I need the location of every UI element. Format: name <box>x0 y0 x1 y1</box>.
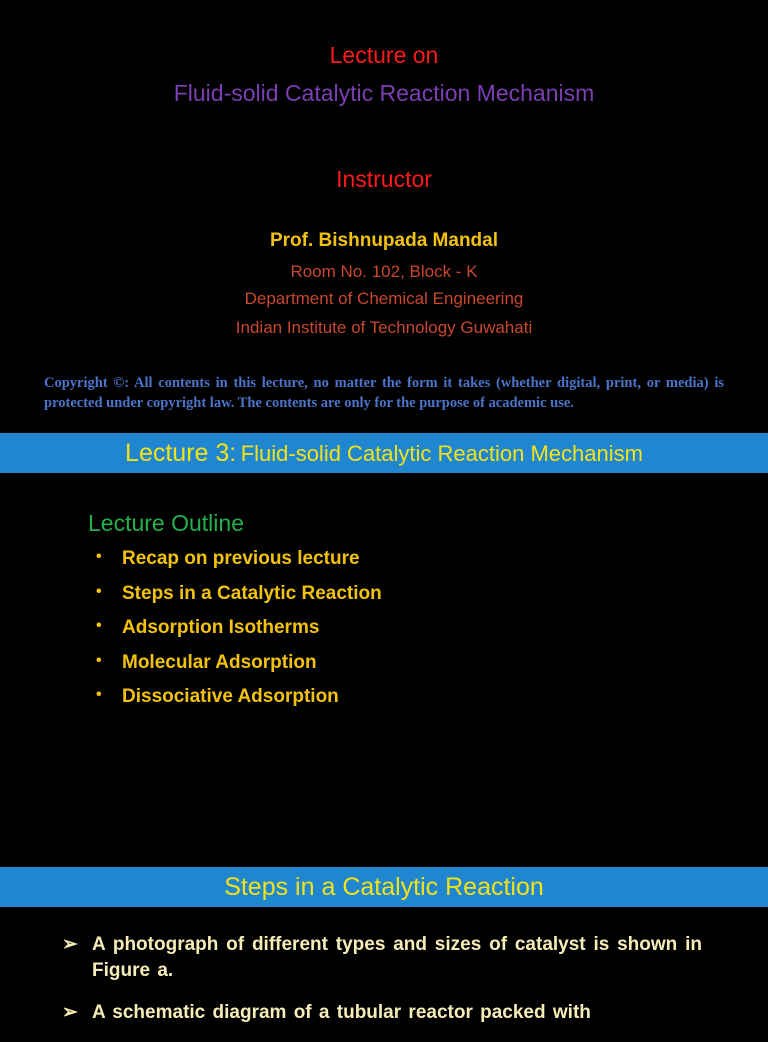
outline-item <box>96 617 382 652</box>
instructor-name: Prof. Bishnupada Mandal <box>269 230 499 251</box>
arrow-bullet-icon: ➢ <box>62 1002 78 1023</box>
slide-title-bar <box>0 433 768 473</box>
bullet-icon: • <box>96 651 102 669</box>
lecture-on-label: Lecture on <box>329 42 439 68</box>
content-bullet-text: A photograph of different types and sizes of catalyst is shown in Figure a. <box>92 934 702 981</box>
slide-title-prefix: Lecture 3: <box>125 439 237 467</box>
instructor-institute: Indian Institute of Technology Guwahati <box>235 318 533 337</box>
outline-item <box>96 548 382 583</box>
bullet-icon: • <box>96 686 102 703</box>
title-slide <box>0 0 768 432</box>
content-bullet-text: A schematic diagram of a tubular reactor packed with <box>92 1002 591 1023</box>
content-bullet <box>62 1000 702 1026</box>
instructor-department: Department of Chemical Engineering <box>244 289 524 308</box>
bullet-icon: • <box>96 548 102 565</box>
copyright-notice: Copyright ©: All contents in this lecture, no matter the form it takes (whether digital, print, or media) is protected under copyright law. The contents are only for the purpose of academic use. <box>44 375 724 411</box>
instructor-room: Room No. 102, Block - K <box>290 262 478 281</box>
outline-heading: Lecture Outline <box>88 510 244 536</box>
outline-item-label: Recap on previous lecture <box>122 548 360 569</box>
bullet-icon: • <box>96 582 102 600</box>
outline-item-label: Dissociative Adsorption <box>122 686 339 707</box>
outline-item-label: Steps in a Catalytic Reaction <box>122 582 382 604</box>
outline-list <box>96 548 382 721</box>
instructor-heading: Instructor <box>336 166 432 192</box>
outline-item-label: Molecular Adsorption <box>122 651 317 673</box>
slide-title-text: Fluid-solid Catalytic Reaction Mechanism <box>240 441 643 466</box>
slide-title-bar <box>0 867 768 907</box>
lecture-title: Fluid-solid Catalytic Reaction Mechanism <box>173 80 595 106</box>
slide-title-text: Steps in a Catalytic Reaction <box>224 873 544 901</box>
outline-item-label: Adsorption Isotherms <box>122 617 320 638</box>
outline-item <box>96 686 382 721</box>
outline-item <box>96 652 382 687</box>
bullet-icon: • <box>96 617 102 634</box>
content-slide <box>0 866 768 1024</box>
content-bullet <box>62 932 702 984</box>
outline-item <box>96 583 382 618</box>
arrow-bullet-icon: ➢ <box>62 934 78 955</box>
content-bullet-list <box>62 932 702 1042</box>
outline-slide <box>0 433 768 865</box>
